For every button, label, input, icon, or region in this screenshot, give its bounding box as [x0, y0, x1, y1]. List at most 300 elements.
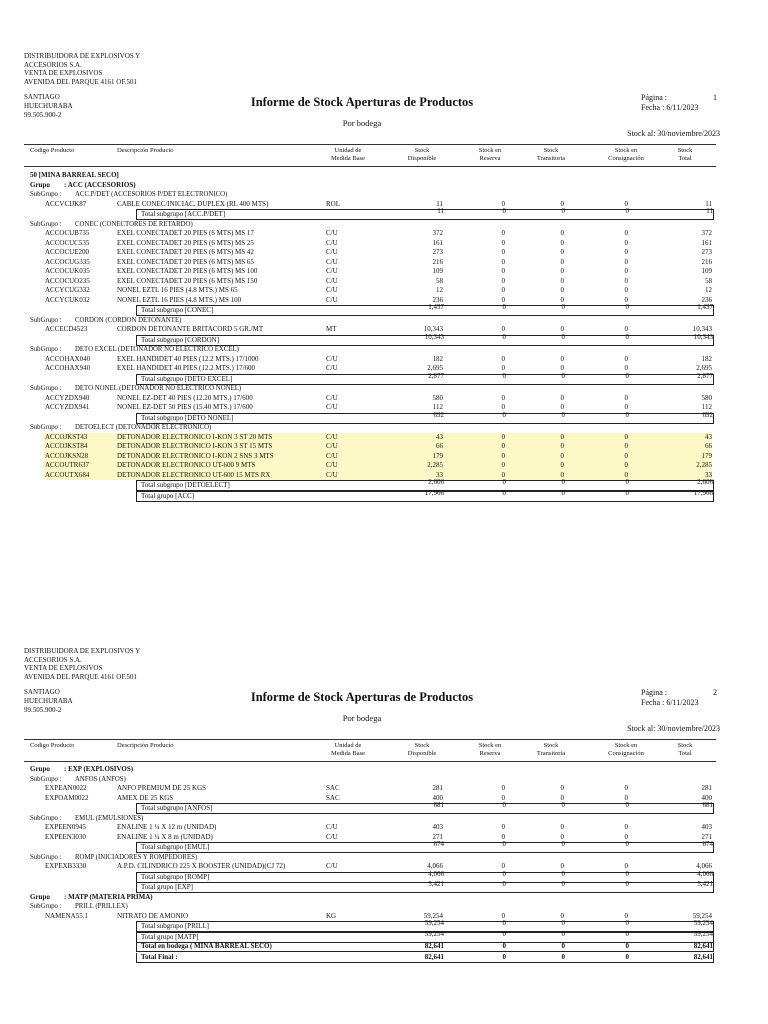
total-label: Total subgrupo [ACC.P/DET] — [141, 210, 226, 218]
col-unit: Unidad de Medida Base — [330, 742, 366, 757]
subgroup-label: SubGrupo : — [30, 385, 62, 392]
total-con: 0 — [625, 952, 629, 961]
col-tot: Stock Total — [677, 147, 693, 162]
total-tra: 0 — [561, 488, 565, 497]
item-tot: 372 — [701, 229, 712, 237]
item-res: 0 — [501, 442, 505, 450]
col-res: Stock en Reserva — [478, 742, 502, 757]
item-con: 0 — [624, 451, 628, 460]
item-description: AMEX DE 25 KGS — [117, 793, 174, 802]
item-tot: 109 — [701, 267, 712, 275]
company-line: SANTIAGO — [24, 688, 60, 697]
item-unit: C/U — [326, 286, 338, 294]
item-unit: KG — [326, 911, 337, 920]
total-tra: 0 — [561, 207, 565, 215]
item-code: ACCOCUB735 — [45, 229, 90, 237]
company-line: VENTA DE EXPLOSIVOS — [24, 664, 103, 673]
item-disp: 281 — [432, 784, 443, 792]
item-disp: 10,343 — [423, 325, 443, 333]
item-con: 0 — [624, 784, 628, 792]
item-res: 0 — [501, 325, 505, 333]
subgroup-label: SubGrupo : — [30, 424, 62, 431]
item-tot: 216 — [701, 257, 712, 266]
report-title: Informe de Stock Aperturas de Productos — [250, 95, 474, 109]
item-tra: 0 — [560, 248, 564, 256]
subgroup-row — [0, 316, 768, 326]
col-disp: Stock Disponible — [407, 147, 437, 162]
total-tra: 0 — [561, 952, 565, 961]
item-disp: 109 — [432, 267, 443, 275]
total-tra: 0 — [561, 332, 565, 341]
group-label: Grupo — [30, 180, 50, 189]
group-row — [0, 893, 768, 903]
col-tra: Stock Transitoria — [536, 742, 566, 757]
item-res: 0 — [501, 403, 505, 411]
total-disp: 4,066 — [428, 869, 444, 878]
item-con: 0 — [624, 354, 628, 363]
company-line: SANTIAGO — [24, 93, 60, 102]
item-tot: 66 — [705, 442, 712, 450]
total-label: Total subgrupo [DETO EXCEL] — [141, 374, 233, 383]
subgroup-name: CORDON (CORDON DETONANTE) — [75, 316, 182, 324]
total-row — [136, 882, 714, 893]
item-disp: 43 — [436, 432, 443, 441]
item-tot: 403 — [701, 823, 712, 831]
column-header — [24, 739, 716, 762]
item-res: 0 — [501, 393, 505, 402]
item-description: EXEL CONECTADET 20 PIES (6 MTS) MS 100 — [117, 267, 258, 275]
total-label: Total subgrupo [ROMP] — [141, 872, 210, 881]
item-unit: C/U — [326, 229, 338, 237]
total-con: 0 — [625, 303, 629, 311]
subgroup-label: SubGrupo : — [30, 346, 62, 353]
total-res: 0 — [502, 801, 506, 809]
item-tot: 4,066 — [696, 862, 712, 870]
warehouse-row — [0, 171, 768, 181]
total-disp: 82,641 — [424, 942, 444, 950]
item-description: EXEL CONECTADET 20 PIES (6 MTS) MS 150 — [117, 276, 258, 285]
item-row — [0, 229, 768, 239]
item-tra: 0 — [560, 267, 564, 275]
item-tot: 43 — [705, 432, 712, 441]
item-disp: 11 — [436, 199, 443, 208]
total-tot: 692 — [702, 410, 713, 419]
item-res: 0 — [501, 238, 505, 247]
item-unit: C/U — [326, 295, 338, 304]
company-line: AVENIDA DEL PARQUE 4161 OF.501 — [24, 77, 137, 86]
item-disp: 161 — [432, 238, 443, 247]
item-unit: C/U — [326, 470, 338, 479]
total-con: 0 — [625, 478, 629, 486]
total-tra: 0 — [561, 880, 565, 888]
total-label: Total Final : — [141, 952, 178, 961]
total-con: 0 — [625, 207, 629, 215]
total-con: 0 — [625, 919, 629, 927]
subgroup-name: ANFOS (ANFOS) — [75, 775, 126, 783]
item-con: 0 — [624, 199, 628, 208]
total-row — [136, 488, 714, 502]
total-label: Total subgrupo [DETOELECT] — [141, 481, 230, 489]
item-tot: 11 — [705, 199, 712, 208]
item-tot: 271 — [701, 832, 712, 841]
total-row — [136, 410, 714, 424]
subgroup-name: PRILL (PRILLEX) — [75, 903, 128, 910]
total-disp: 2,877 — [428, 371, 444, 380]
item-unit: C/U — [326, 451, 338, 460]
group-name: : EXP (EXPLOSIVOS) — [64, 765, 134, 773]
total-label: Total subgrupo [EMUL] — [141, 843, 210, 851]
subgroup-name: CONEC (CONECTORES DE RETARDO) — [75, 220, 193, 228]
item-tot: 59,254 — [692, 911, 712, 920]
company-line: ACCESORIOS S.A. — [24, 60, 82, 69]
total-disp: 11 — [437, 207, 444, 215]
total-res: 0 — [502, 869, 506, 878]
item-description: CORDON DETONANTE BRITACORD 5 GR./MT — [117, 325, 264, 333]
item-description: NONEL EZTL 16 PIES (4.8 MTS.) MS 65 — [117, 286, 238, 294]
total-label: Total en bodega ( MINA BARREAL SECO) — [141, 942, 272, 950]
subgroup-name: DETO NONEL (DETONADOR NO ELECTRICO NONEL) — [75, 385, 242, 392]
total-res: 0 — [502, 929, 506, 938]
item-code: ACCOCUO235 — [45, 276, 90, 285]
item-disp: 112 — [432, 403, 443, 411]
item-disp: 216 — [432, 257, 443, 266]
total-tot: 681 — [702, 801, 713, 809]
total-tot: 674 — [702, 840, 713, 848]
total-disp: 59,254 — [424, 929, 444, 938]
item-unit: C/U — [326, 393, 338, 402]
item-con: 0 — [624, 393, 628, 402]
grand-total-row — [136, 953, 714, 963]
total-tra: 0 — [561, 869, 565, 878]
item-code: ACCOCUE200 — [45, 248, 89, 256]
total-con: 0 — [625, 410, 629, 419]
item-disp: 59,254 — [423, 911, 443, 920]
item-res: 0 — [501, 354, 505, 363]
item-disp: 4,066 — [427, 862, 443, 870]
item-tot: 179 — [701, 451, 712, 460]
item-tot: 400 — [701, 793, 712, 802]
total-con: 0 — [625, 869, 629, 878]
total-res: 0 — [502, 840, 506, 848]
item-tot: 580 — [701, 393, 712, 402]
item-description: NONEL EZTL 16 PIES (4.8 MTS.) MS 100 — [117, 295, 242, 304]
item-tra: 0 — [560, 403, 564, 411]
item-code: ACCOCUG335 — [45, 257, 90, 266]
total-tot: 17,966 — [693, 488, 713, 497]
item-unit: C/U — [326, 238, 338, 247]
total-con: 0 — [625, 942, 629, 950]
item-code: ACCOCUC535 — [45, 238, 90, 247]
item-disp: 403 — [432, 823, 443, 831]
item-description: DETONADOR ELECTRONICO I-KON 3 ST 20 MTS — [117, 432, 273, 441]
total-row — [136, 803, 714, 814]
subgroup-row — [0, 814, 768, 824]
item-res: 0 — [501, 911, 505, 920]
item-description: DETONADOR ELECTRONICO I-KON 2 SNS 3 MTS — [117, 451, 274, 460]
total-con: 0 — [625, 371, 629, 380]
item-unit: C/U — [326, 257, 338, 266]
total-row — [136, 209, 714, 220]
item-res: 0 — [501, 364, 505, 372]
item-disp: 66 — [436, 442, 443, 450]
item-description: ENALINE 1 ¼ X 12 m (UNIDAD) — [117, 823, 217, 831]
total-label: Total grupo [EXP] — [141, 883, 194, 891]
item-con: 0 — [624, 257, 628, 266]
group-name: : MATP (MATERIA PRIMA) — [64, 892, 153, 901]
total-tot: 1,437 — [697, 303, 713, 311]
item-unit: C/U — [326, 442, 338, 450]
item-description: A.P.D. CILINDRICO 225 X BOOSTER (UNIDAD)(CJ 72) — [117, 862, 286, 870]
item-description: DETONADOR ELECTRONICO I-KON 3 ST 15 MTS — [117, 442, 273, 450]
subgroup-row — [0, 853, 768, 863]
subgroup-name: DETOELECT (DETONADOR ELECTRONICO) — [75, 424, 212, 431]
item-unit: SAC — [326, 793, 340, 802]
subgroup-label: SubGrupo : — [30, 191, 62, 198]
total-tra: 0 — [561, 303, 565, 311]
subgroup-name: ACC.P/DET (ACCESORIOS P/DET ELECTRONICO) — [75, 191, 228, 198]
item-tra: 0 — [560, 470, 564, 479]
col-con: Stock en Consignación — [608, 147, 644, 162]
item-tot: 236 — [701, 295, 712, 304]
total-tra: 0 — [561, 478, 565, 486]
item-res: 0 — [501, 257, 505, 266]
item-code: ACCOUTX684 — [45, 470, 90, 479]
item-res: 0 — [501, 784, 505, 792]
total-row — [136, 842, 714, 853]
item-unit: C/U — [326, 267, 338, 275]
item-row — [0, 403, 768, 413]
item-row — [0, 277, 768, 287]
item-res: 0 — [501, 286, 505, 294]
item-con: 0 — [624, 442, 628, 450]
item-tra: 0 — [560, 784, 564, 792]
item-unit: C/U — [326, 354, 338, 363]
total-disp: 2,606 — [428, 478, 444, 486]
item-tra: 0 — [560, 257, 564, 266]
item-tot: 58 — [705, 276, 712, 285]
item-row — [0, 394, 768, 404]
column-header — [24, 144, 716, 167]
item-code: EXPEAN0022 — [45, 784, 87, 792]
item-row — [0, 296, 768, 306]
total-res: 0 — [502, 207, 506, 215]
company-line: HUECHURABA — [24, 101, 73, 110]
total-disp: 681 — [433, 801, 444, 809]
subgroup-label: SubGrupo : — [30, 316, 62, 324]
item-disp: 58 — [436, 276, 443, 285]
total-tra: 0 — [561, 919, 565, 927]
total-tra: 0 — [561, 840, 565, 848]
item-tot: 12 — [705, 286, 712, 294]
item-code: ACCYZDX941 — [45, 403, 90, 411]
item-tra: 0 — [560, 354, 564, 363]
grand-total-row — [136, 942, 714, 952]
total-tot: 82,641 — [693, 952, 713, 961]
item-tra: 0 — [560, 442, 564, 450]
item-code: ACCYCUG332 — [45, 286, 90, 294]
item-row — [0, 355, 768, 365]
item-res: 0 — [501, 432, 505, 441]
item-code: ACCOUTR637 — [45, 461, 89, 469]
total-label: Total grupo [MATP] — [141, 932, 199, 941]
item-con: 0 — [624, 276, 628, 285]
total-tra: 0 — [561, 410, 565, 419]
item-tra: 0 — [560, 862, 564, 870]
date-line: Fecha : 6/11/2023 — [641, 103, 699, 112]
subgroup-row — [0, 190, 768, 200]
item-tra: 0 — [560, 238, 564, 247]
subgroup-row — [0, 220, 768, 230]
item-con: 0 — [624, 286, 628, 294]
item-description: NONEL EZ-DET 40 PIES (12.20 MTS.) 17/600 — [117, 393, 253, 402]
total-con: 0 — [625, 801, 629, 809]
page-number: 1 — [713, 93, 717, 102]
group-row — [0, 181, 768, 191]
item-con: 0 — [624, 911, 628, 920]
company-line: 99.505.900-2 — [24, 110, 62, 119]
col-disp: Stock Disponible — [407, 742, 437, 757]
total-disp: 10,343 — [424, 332, 444, 341]
total-disp: 82,641 — [424, 952, 444, 961]
item-unit: C/U — [326, 823, 338, 831]
total-con: 0 — [625, 332, 629, 341]
subgroup-label: SubGrupo : — [30, 903, 62, 910]
col-tra: Stock Transitoria — [536, 147, 566, 162]
total-label: Total subgrupo [DETO NONEL] — [141, 413, 234, 422]
item-res: 0 — [501, 793, 505, 802]
item-tra: 0 — [560, 325, 564, 333]
company-line: VENTA DE EXPLOSIVOS — [24, 69, 103, 78]
page-number: 2 — [713, 688, 717, 697]
item-unit: C/U — [326, 461, 338, 469]
item-disp: 2,285 — [427, 461, 443, 469]
subgroup-label: SubGrupo : — [30, 853, 62, 861]
item-tra: 0 — [560, 286, 564, 294]
subgroup-label: SubGrupo : — [30, 220, 62, 228]
item-con: 0 — [624, 432, 628, 441]
report-title: Informe de Stock Aperturas de Productos — [250, 690, 474, 704]
total-row — [136, 305, 714, 316]
item-code: ACCVCIJK87 — [45, 199, 87, 208]
item-unit: C/U — [326, 862, 338, 870]
item-disp: 33 — [436, 470, 443, 479]
item-row — [44, 442, 712, 452]
item-con: 0 — [624, 267, 628, 275]
item-con: 0 — [624, 470, 628, 479]
total-tot: 82,641 — [693, 942, 713, 950]
col-code: Codigo Producto — [30, 742, 75, 749]
item-code: EXPOAM0022 — [45, 793, 89, 802]
total-label: Total subgrupo [CORDON] — [141, 335, 220, 344]
item-row — [0, 862, 768, 872]
item-code: NAMENA55.1 — [45, 911, 88, 920]
item-tra: 0 — [560, 276, 564, 285]
item-tot: 273 — [701, 248, 712, 256]
group-label: Grupo — [30, 765, 50, 773]
col-desc: Descripción Producto — [117, 742, 174, 749]
total-res: 0 — [502, 410, 506, 419]
item-res: 0 — [501, 461, 505, 469]
total-res: 0 — [502, 880, 506, 888]
company-line: 99.505.900-2 — [24, 705, 62, 714]
item-con: 0 — [624, 364, 628, 372]
item-disp: 271 — [432, 832, 443, 841]
company-line: AVENIDA DEL PARQUE 4161 OF.501 — [24, 672, 137, 681]
item-code: ACCYCUK032 — [45, 295, 90, 304]
item-con: 0 — [624, 823, 628, 831]
subgroup-row — [0, 345, 768, 355]
report-subtitle: Por bodega — [342, 118, 382, 128]
col-unit: Unidad de Medida Base — [330, 147, 366, 162]
total-tot: 10,343 — [693, 332, 713, 341]
item-res: 0 — [501, 832, 505, 841]
item-description: DETONADOR ELECTRONICO UT-600 15 MTS RX — [117, 470, 271, 479]
item-code: EXPEXB3330 — [45, 862, 87, 870]
col-desc: Descripción Producto — [117, 147, 174, 154]
company-line: DISTRIBUIDORA DE EXPLOSIVOS Y — [24, 52, 141, 60]
subgroup-label: SubGrupo : — [30, 814, 62, 822]
item-code: ACCOHAX940 — [45, 364, 91, 372]
item-tot: 33 — [705, 470, 712, 479]
item-description: EXEL HANDIDET 40 PIES (12.2 MTS.) 17/600 — [117, 364, 256, 372]
item-tra: 0 — [560, 199, 564, 208]
group-row — [0, 765, 768, 775]
page-label: Página : — [641, 93, 667, 102]
item-res: 0 — [501, 229, 505, 237]
item-con: 0 — [624, 238, 628, 247]
subgroup-label: SubGrupo : — [30, 775, 62, 783]
total-res: 0 — [502, 371, 506, 380]
total-con: 0 — [625, 929, 629, 938]
item-res: 0 — [501, 248, 505, 256]
total-label: Total subgrupo [CONEC] — [141, 306, 214, 314]
item-unit: C/U — [326, 276, 338, 285]
item-res: 0 — [501, 199, 505, 208]
item-code: ACCOJKSN28 — [45, 451, 89, 460]
item-row — [0, 200, 768, 210]
item-res: 0 — [501, 823, 505, 831]
item-code: EXPEEN0945 — [45, 823, 86, 831]
item-row — [0, 239, 768, 249]
item-row — [0, 325, 768, 335]
total-tra: 0 — [561, 942, 565, 950]
item-disp: 182 — [432, 354, 443, 363]
total-con: 0 — [625, 840, 629, 848]
item-tra: 0 — [560, 432, 564, 441]
item-tra: 0 — [560, 461, 564, 469]
item-tot: 2,285 — [696, 461, 712, 469]
item-unit: C/U — [326, 248, 338, 256]
total-row — [136, 929, 714, 943]
item-res: 0 — [501, 862, 505, 870]
subgroup-row — [0, 775, 768, 785]
item-con: 0 — [624, 461, 628, 469]
item-disp: 273 — [432, 248, 443, 256]
item-res: 0 — [501, 470, 505, 479]
item-code: ACCOJKST43 — [45, 432, 88, 441]
item-tot: 281 — [701, 784, 712, 792]
item-con: 0 — [624, 229, 628, 237]
date-line: Fecha : 6/11/2023 — [641, 698, 699, 707]
item-con: 0 — [624, 295, 628, 304]
total-disp: 17,966 — [424, 488, 444, 497]
item-tra: 0 — [560, 832, 564, 841]
total-disp: 5,421 — [428, 880, 444, 888]
total-tot: 59,254 — [693, 919, 713, 927]
total-row — [136, 371, 714, 385]
item-con: 0 — [624, 832, 628, 841]
item-row — [0, 286, 768, 296]
